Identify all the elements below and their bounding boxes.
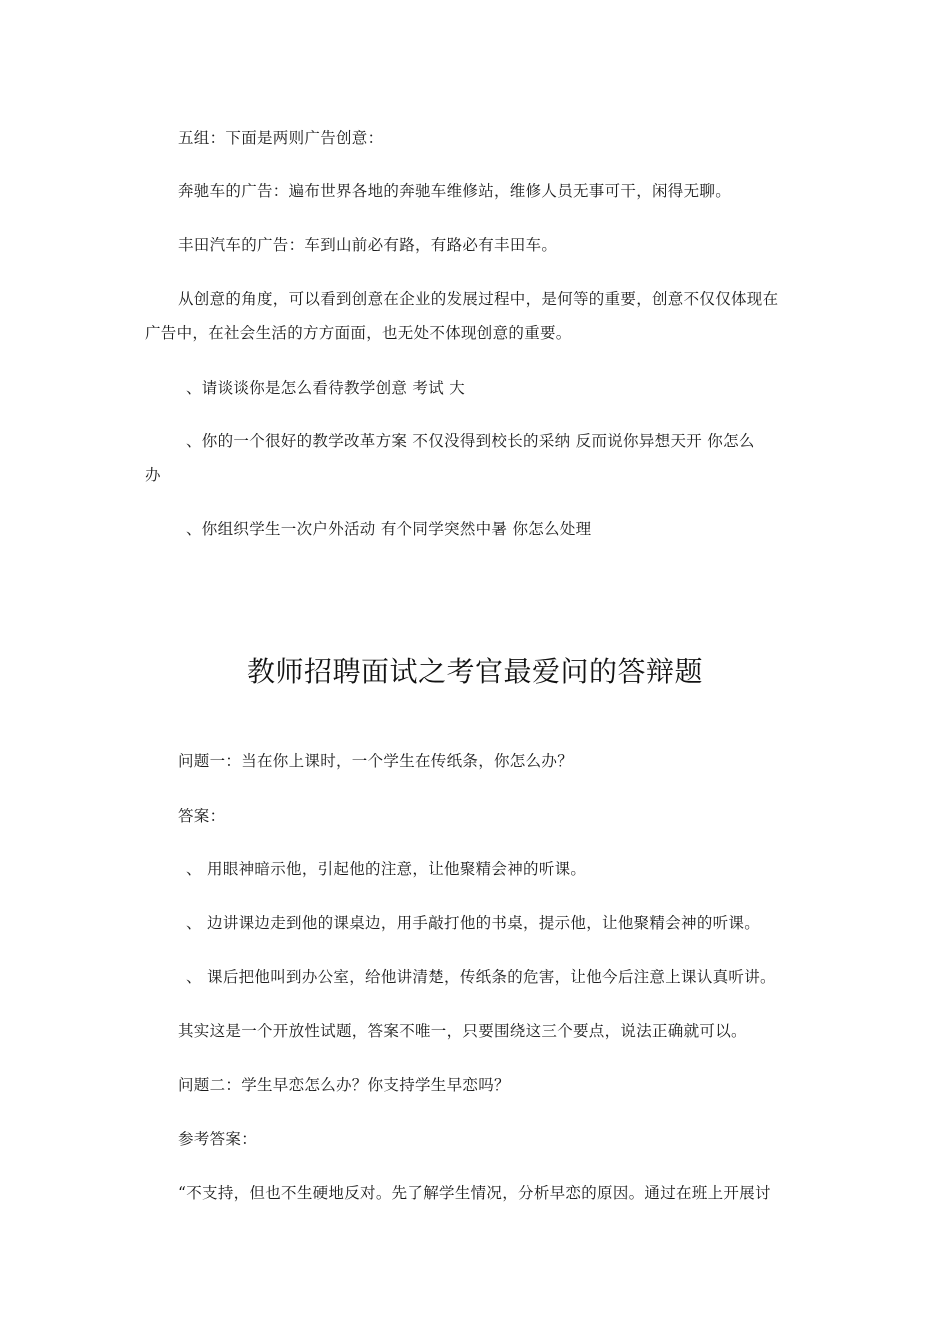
reference-answer-text: “不支持，但也不生硬地反对。先了解学生情况，分析早恋的原因。通过在班上开展讨: [178, 1184, 771, 1202]
question-outdoor-heatstroke: 、你组织学生一次户外活动 有个同学突然中暑 你怎么处理: [186, 520, 592, 538]
creativity-paragraph-line-1: 从创意的角度，可以看到创意在企业的发展过程中，是何等的重要，创意不仅仅体现在: [178, 290, 779, 308]
reference-answer-label: 参考答案：: [178, 1130, 258, 1148]
question-reform-plan-line-1: 、你的一个很好的教学改革方案 不仅没得到校长的采纳 反而说你异想天开 你怎么: [186, 432, 755, 450]
answer-item: 、 用眼神暗示他，引起他的注意，让他聚精会神的听课。: [186, 860, 587, 878]
question-teaching-creativity: 、请谈谈你是怎么看待教学创意 考试 大: [186, 379, 466, 397]
question-two: 问题二：学生早恋怎么办？你支持学生早恋吗？: [178, 1076, 510, 1094]
answer-item: 、 课后把他叫到办公室，给他讲清楚，传纸条的危害，让他今后注意上课认真听讲。: [186, 968, 776, 986]
question-one: 问题一：当在你上课时，一个学生在传纸条，你怎么办？: [178, 752, 574, 770]
question-reform-plan-line-2: 办: [145, 466, 161, 484]
page-title: 教师招聘面试之考官最爱问的答辩题: [246, 655, 703, 688]
answer-label: 答案：: [178, 807, 226, 825]
open-question-note: 其实这是一个开放性试题，答案不唯一，只要围绕这三个要点，说法正确就可以。: [178, 1022, 747, 1040]
toyota-ad-paragraph: 丰田汽车的广告：车到山前必有路，有路必有丰田车。: [178, 236, 558, 254]
creativity-paragraph-line-2: 广告中，在社会生活的方方面面，也无处不体现创意的重要。: [145, 324, 572, 342]
benz-ad-paragraph: 奔驰车的广告：遍布世界各地的奔驰车维修站，维修人员无事可干，闲得无聊。: [178, 182, 732, 200]
answer-item: 、 边讲课边走到他的课桌边，用手敲打他的书桌，提示他，让他聚精会神的听课。: [186, 914, 761, 932]
group-heading: 五组：下面是两则广告创意：: [178, 129, 384, 147]
